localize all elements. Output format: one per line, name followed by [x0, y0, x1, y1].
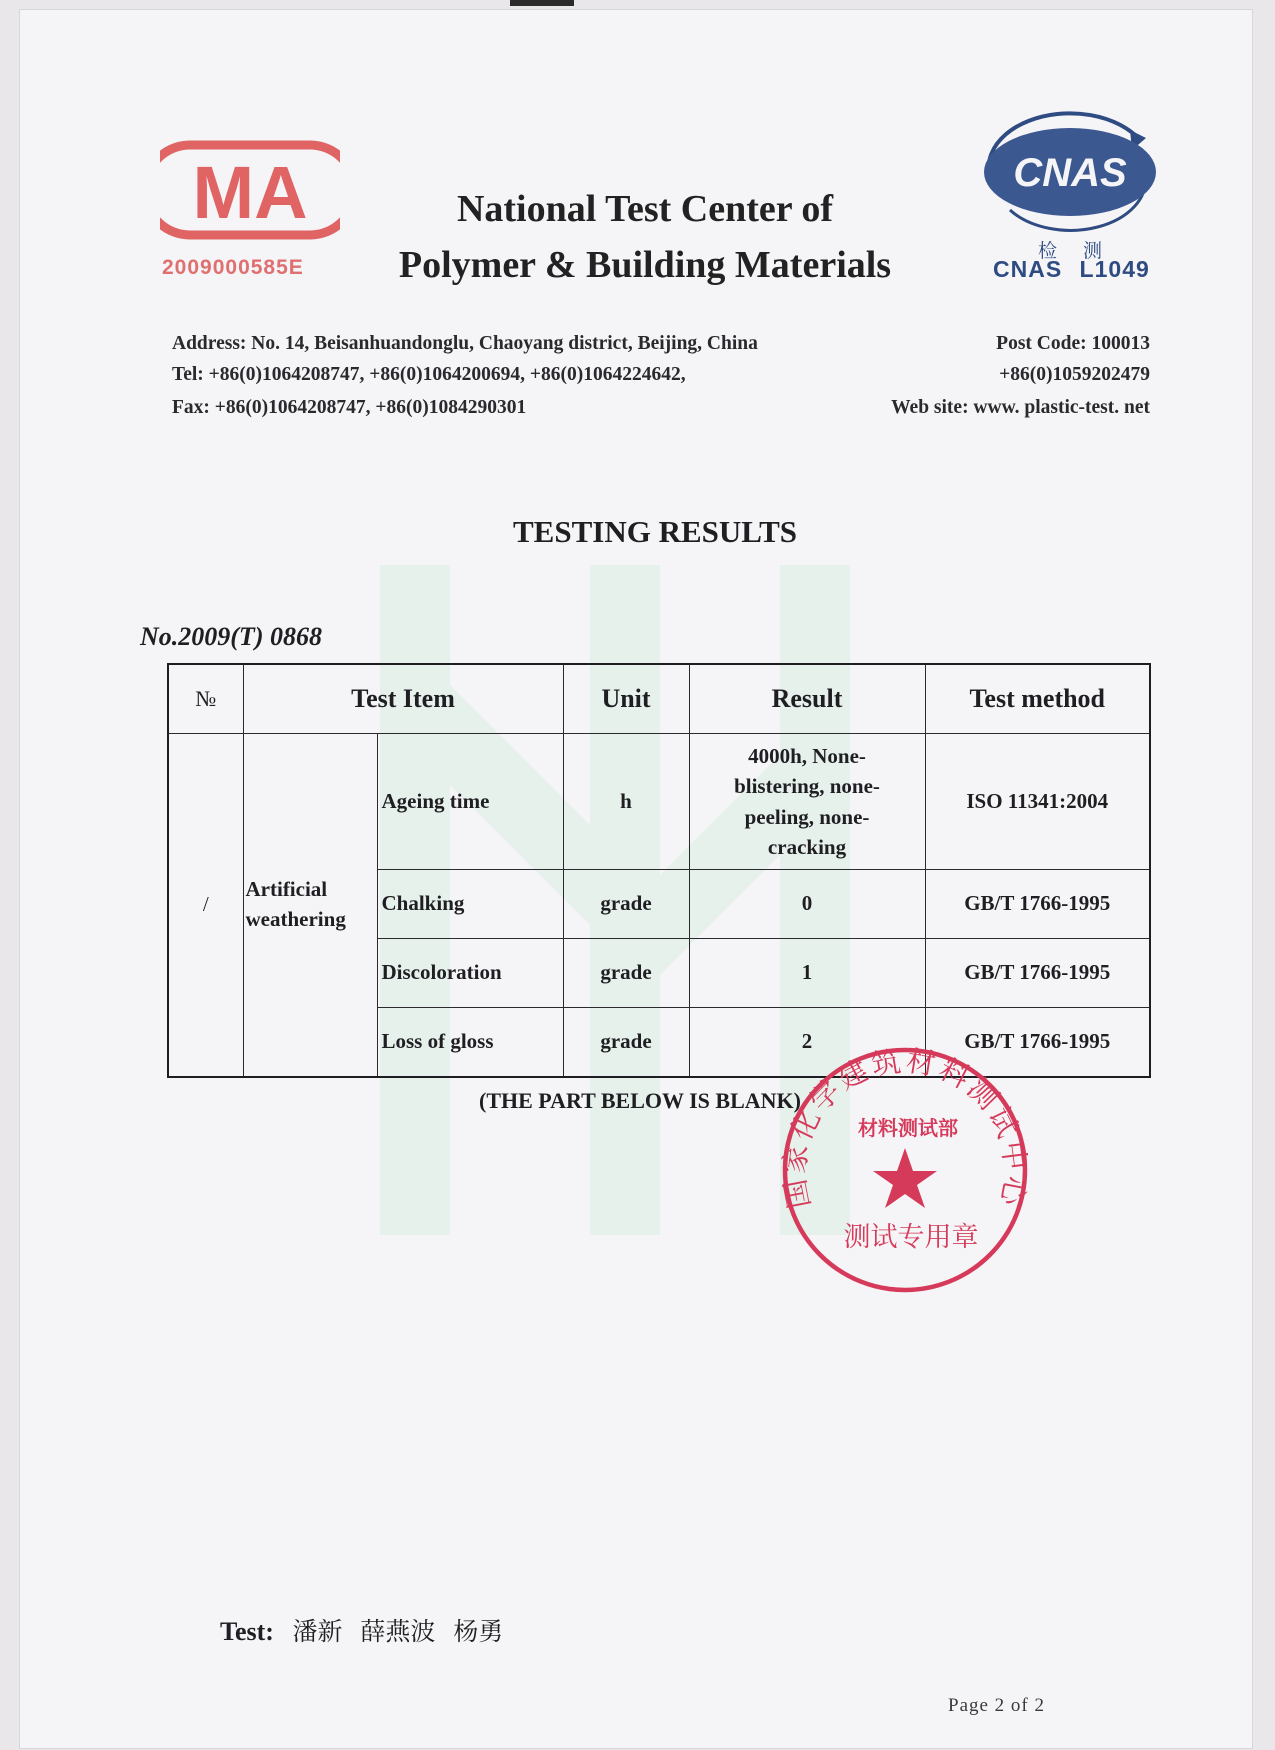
result: 2: [689, 1008, 925, 1077]
header-test-item: Test Item: [243, 664, 563, 734]
cma-logo: [160, 135, 340, 245]
post-code: Post Code: 100013: [996, 333, 1150, 354]
star-icon: [873, 1148, 937, 1208]
report-number: No.2009(T) 0868: [140, 622, 322, 651]
unit: grade: [563, 870, 689, 939]
tester-names: 潘新 薛燕波 杨勇: [292, 1617, 504, 1646]
fax: Fax: +86(0)1064208747, +86(0)1084290301: [172, 397, 527, 418]
fax-line: [172, 397, 1150, 419]
scan-edge-mark: [510, 0, 574, 6]
header-unit: Unit: [563, 664, 689, 734]
stamp-seal-text: 测试专用章: [843, 1222, 979, 1253]
tester-line: [220, 1612, 503, 1648]
address: Address: No. 14, Beisanhuandonglu, Chaoyang district, Beijing, China: [172, 333, 758, 354]
cnas-chinese-label: 检 测: [1038, 240, 1113, 262]
test-label: Test:: [220, 1617, 274, 1646]
header-test-method: Test method: [925, 664, 1150, 734]
result: 4000h, None-blistering, none-peeling, none-cracking: [689, 734, 925, 870]
test-method: GB/T 1766-1995: [925, 939, 1150, 1008]
row-number: /: [168, 734, 243, 1077]
cma-code: 2009000585E: [162, 256, 304, 279]
header-no: №: [168, 664, 243, 734]
unit: h: [563, 734, 689, 870]
stamp-department: 材料测试部: [858, 1116, 958, 1140]
test-group: Artificial weathering: [243, 734, 377, 1077]
table-header-row: [168, 664, 1150, 734]
svg-text:MA: MA: [192, 151, 308, 234]
blank-note: (THE PART BELOW IS BLANK): [479, 1088, 801, 1113]
telephone: Tel: +86(0)1064208747, +86(0)1064200694, +86(0)1064224642,: [172, 364, 686, 385]
test-method: GB/T 1766-1995: [925, 870, 1150, 939]
test-item: Chalking: [377, 870, 563, 939]
test-method: ISO 11341:2004: [925, 734, 1150, 870]
telephone-last: +86(0)1059202479: [999, 364, 1150, 385]
page-number: Page 2 of 2: [948, 1695, 1046, 1716]
header-result: Result: [689, 664, 925, 734]
unit: grade: [563, 1008, 689, 1077]
center-title-line2: Polymer & Building Materials: [398, 244, 892, 286]
center-title-line1: National Test Center of: [456, 188, 834, 230]
test-item: Ageing time: [377, 734, 563, 870]
unit: grade: [563, 939, 689, 1008]
table-row: [168, 734, 1150, 870]
test-method: GB/T 1766-1995: [925, 1008, 1150, 1077]
results-table: [167, 663, 1151, 1078]
cnas-mark: CNAS: [1013, 151, 1127, 195]
cnas-logo: [980, 100, 1160, 240]
address-line: [172, 333, 1150, 355]
document-heading: TESTING RESULTS: [512, 514, 798, 549]
website: Web site: www. plastic-test. net: [891, 397, 1150, 418]
test-item: Discoloration: [377, 939, 563, 1008]
cnas-code: CNAS L1049: [993, 256, 1150, 282]
telephone-line: [172, 364, 1150, 386]
test-item: Loss of gloss: [377, 1008, 563, 1077]
stamp-ring-text: 国家化学建筑材料测试中心: [776, 1043, 1034, 1212]
official-stamp: [775, 1040, 1035, 1300]
result: 1: [689, 939, 925, 1008]
result: 0: [689, 870, 925, 939]
